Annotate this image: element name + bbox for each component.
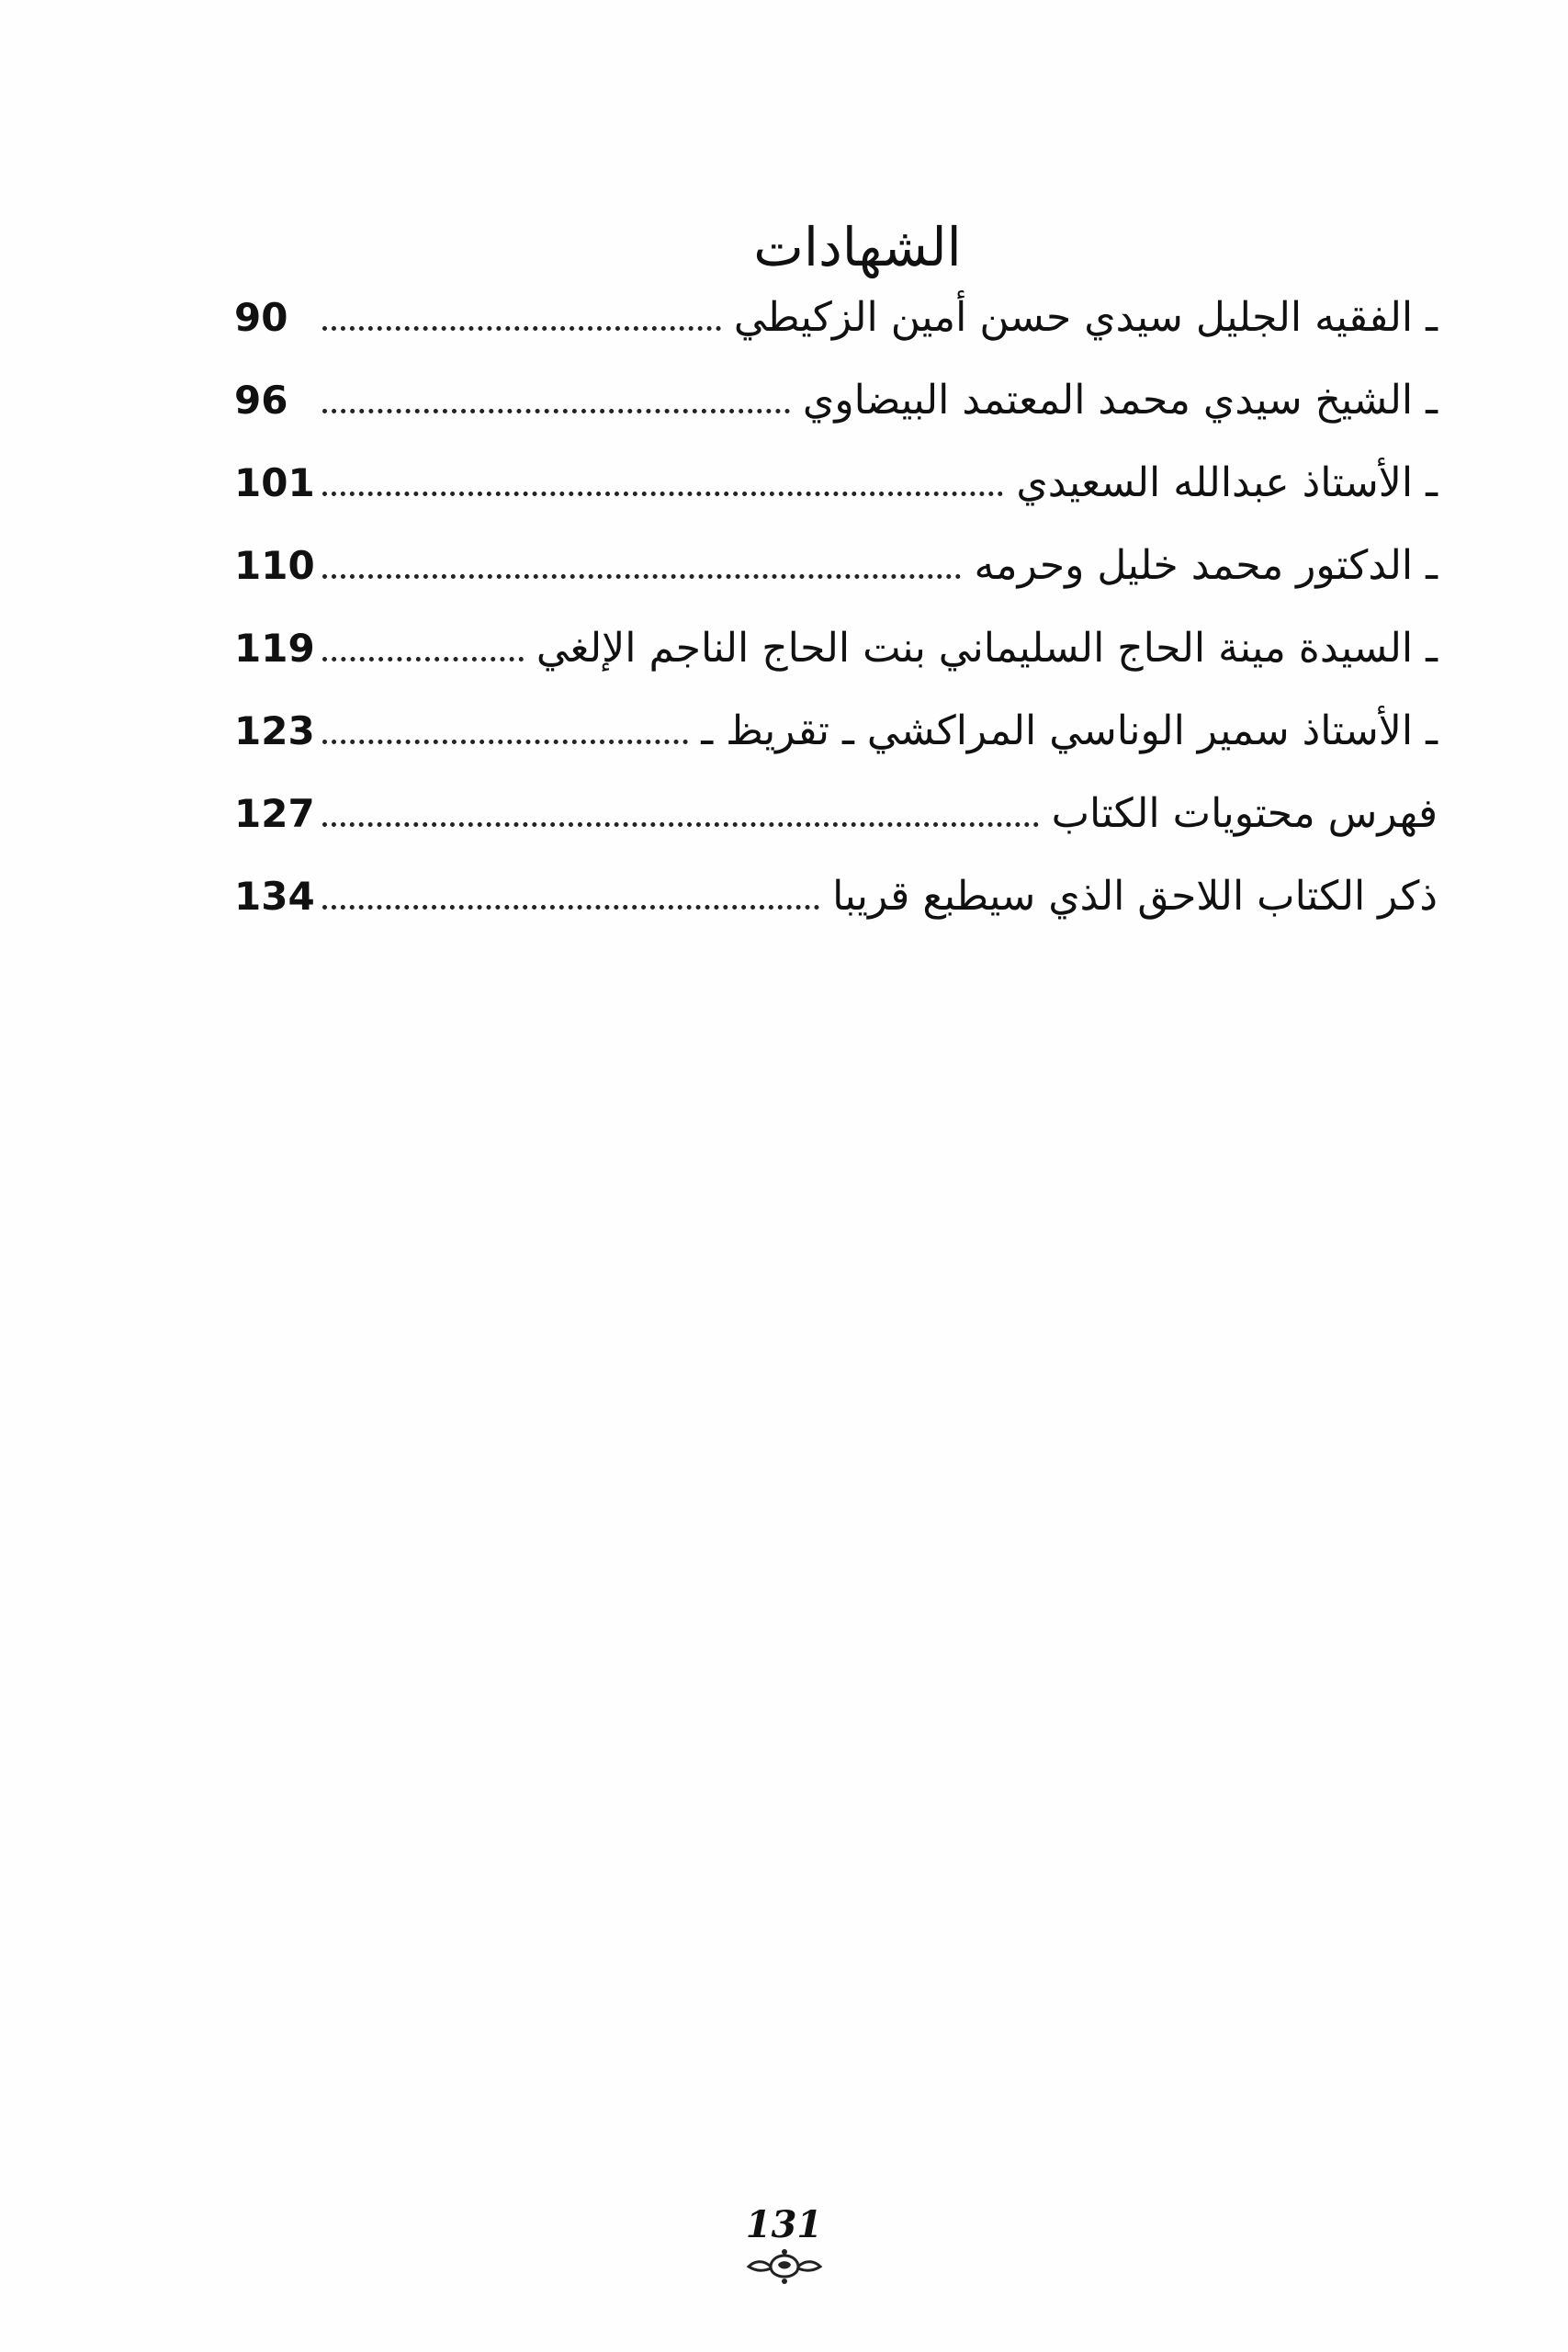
toc-row[interactable]	[234, 542, 1438, 625]
toc-entry-label: ـ الشيخ سيدي محمد المعتمد البيضاوي	[802, 377, 1438, 424]
toc-leader-dots	[322, 491, 1003, 496]
toc-leader-dots	[322, 408, 790, 413]
toc-row[interactable]	[234, 294, 1438, 377]
toc-row[interactable]	[234, 459, 1438, 542]
toc-page-number: 123	[234, 708, 315, 753]
toc-page-number: 119	[234, 626, 315, 671]
toc-row[interactable]	[234, 790, 1438, 873]
toc-leader-dots	[322, 325, 721, 331]
toc-row[interactable]	[234, 377, 1438, 459]
toc-entry-label: فهرس محتويات الكتاب	[1051, 790, 1438, 837]
toc-page-number: 90	[234, 295, 288, 340]
toc-entry-label: ـ الفقيه الجليل سيدي حسن أمين الزكيطي	[733, 294, 1438, 341]
toc-page-number: 110	[234, 543, 315, 588]
toc-leader-dots	[322, 656, 524, 662]
toc-row[interactable]	[234, 707, 1438, 790]
section-title: الشهادات	[753, 215, 962, 278]
toc-leader-dots	[322, 821, 1039, 827]
table-of-contents	[234, 294, 1438, 956]
toc-row[interactable]	[234, 873, 1438, 956]
toc-leader-dots	[322, 739, 688, 744]
floral-ornament-icon	[743, 2248, 826, 2289]
toc-entry-label: ذكر الكتاب اللاحق الذي سيطبع قريبا	[832, 873, 1438, 920]
toc-entry-label: ـ الأستاذ سمير الوناسي المراكشي ـ تقريظ ـ	[701, 707, 1438, 754]
toc-entry-label: ـ السيدة مينة الحاج السليماني بنت الحاج الناجم الإلغي	[536, 625, 1438, 672]
toc-page-number: 96	[234, 378, 288, 423]
toc-row[interactable]	[234, 625, 1438, 707]
toc-page-number: 127	[234, 791, 315, 836]
toc-leader-dots	[322, 573, 961, 579]
page-number: 131	[745, 2203, 823, 2246]
toc-page-number: 134	[234, 874, 315, 919]
toc-entry-label: ـ الأستاذ عبدالله السعيدي	[1016, 459, 1438, 506]
toc-entry-label: ـ الدكتور محمد خليل وحرمه	[974, 542, 1438, 589]
page-footer	[0, 2203, 1568, 2289]
toc-leader-dots	[322, 904, 819, 910]
toc-page-number: 101	[234, 460, 315, 505]
